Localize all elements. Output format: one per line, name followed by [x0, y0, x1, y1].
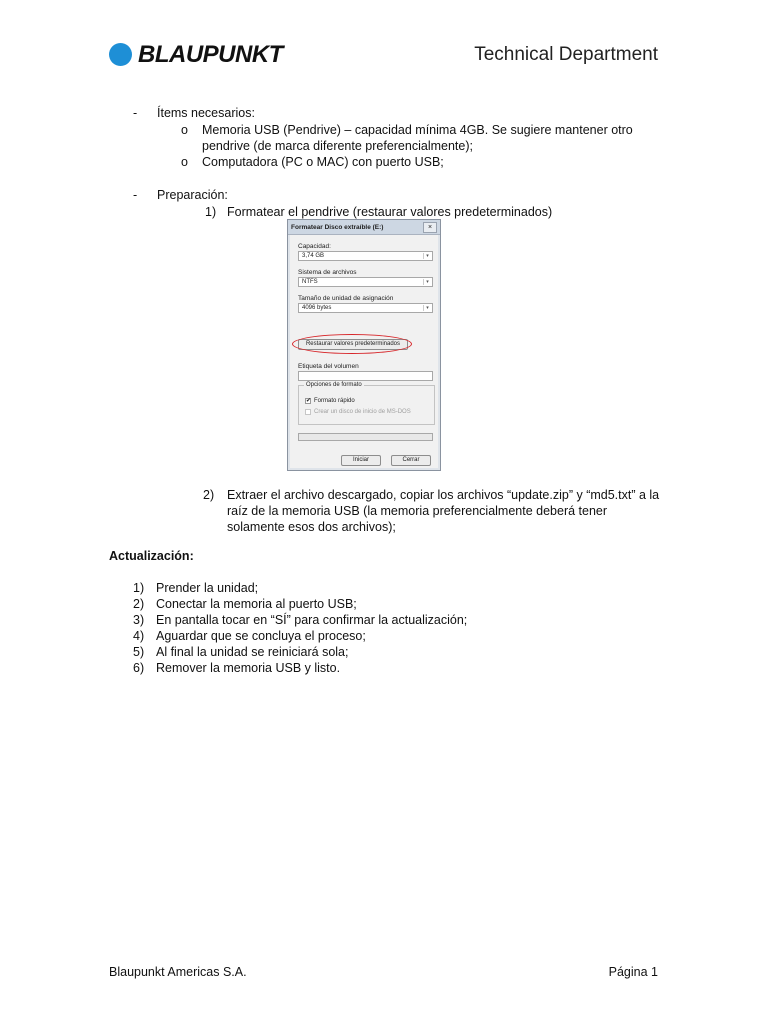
update-step: Remover la memoria USB y listo. — [156, 661, 341, 675]
chevron-down-icon: ▾ — [423, 305, 431, 311]
footer-company: Blaupunkt Americas S.A. — [109, 965, 247, 979]
update-step-number: 6) — [133, 661, 145, 675]
update-step-number: 3) — [133, 613, 145, 627]
capacity-label: Capacidad: — [298, 243, 331, 250]
update-heading: Actualización: — [109, 549, 194, 563]
update-step: Conectar la memoria al puerto USB; — [156, 597, 357, 611]
capacity-select — [298, 251, 433, 261]
format-progress-bar — [298, 433, 433, 441]
update-step-number: 4) — [133, 629, 145, 643]
update-step: Prender la unidad; — [156, 581, 259, 595]
msdos-checkbox — [305, 409, 311, 415]
list-bullet: - — [133, 188, 138, 202]
format-options-label: Opciones de formato — [306, 382, 362, 388]
chevron-down-icon: ▾ — [423, 253, 431, 259]
dialog-title-bar — [288, 220, 440, 235]
sub-bullet: o — [181, 155, 188, 169]
prep-step-number: 2) — [203, 488, 215, 502]
prep-step-number: 1) — [205, 205, 217, 219]
item-computer: Computadora (PC o MAC) con puerto USB; — [202, 155, 444, 169]
filesystem-value: NTFS — [302, 279, 318, 285]
restore-defaults-button: Restaurar valores predeterminados — [298, 339, 408, 350]
update-step-number: 2) — [133, 597, 145, 611]
update-step: En pantalla tocar en “SÍ” para confirmar la actualización; — [156, 613, 468, 627]
list-bullet: - — [133, 106, 138, 120]
allocation-unit-label: Tamaño de unidad de asignación — [298, 295, 394, 302]
highlight-ellipse — [292, 334, 412, 354]
department-title: Technical Department — [474, 44, 658, 65]
filesystem-select — [298, 277, 433, 287]
start-button: Iniciar — [341, 455, 381, 466]
update-step-number: 1) — [133, 581, 145, 595]
quick-format-label: Formato rápido — [314, 398, 355, 404]
close-icon: × — [423, 222, 437, 233]
prep-step-extract-line2: raíz de la memoria USB (la memoria preferencialmente deberá tener — [227, 504, 608, 518]
update-step: Al final la unidad se reiniciará sola; — [156, 645, 349, 659]
volume-label-input — [298, 371, 433, 381]
format-dialog-image — [287, 219, 441, 471]
volume-label-label: Etiqueta del volumen — [298, 363, 359, 370]
update-step-number: 5) — [133, 645, 145, 659]
close-button: Cerrar — [391, 455, 431, 466]
prep-step-extract-line3: solamente esos dos archivos); — [227, 520, 396, 534]
dialog-body — [290, 235, 438, 468]
prep-step-extract-line1: Extraer el archivo descargado, copiar los archivos “update.zip” y “md5.txt” a la — [227, 488, 660, 502]
brand-logo-text: BLAUPUNKT — [138, 41, 283, 68]
capacity-value: 3,74 GB — [302, 253, 325, 259]
prep-step-format: Formatear el pendrive (restaurar valores predeterminados) — [227, 205, 553, 219]
quick-format-checkbox: ✔ — [306, 398, 312, 404]
chevron-down-icon: ▾ — [423, 279, 431, 285]
sub-bullet: o — [181, 123, 188, 137]
footer-page-number: Página 1 — [608, 965, 658, 979]
blaupunkt-logo-dot — [109, 43, 132, 66]
allocation-unit-select — [298, 303, 433, 313]
format-options-group — [298, 382, 435, 425]
dialog-title: Formatear Disco extraíble (E:) — [291, 224, 384, 231]
item-usb-line1: Memoria USB (Pendrive) – capacidad mínima 4GB. Se sugiere mantener otro — [202, 123, 633, 137]
update-step: Aguardar que se concluya el proceso; — [156, 629, 366, 643]
items-heading: Ítems necesarios: — [157, 106, 255, 120]
prep-heading: Preparación: — [157, 188, 228, 202]
item-usb-line2: pendrive (de marca diferente preferencialmente); — [202, 139, 473, 153]
allocation-unit-value: 4096 bytes — [302, 305, 332, 311]
filesystem-label: Sistema de archivos — [298, 269, 357, 276]
msdos-label: Crear un disco de inicio de MS-DOS — [314, 409, 411, 415]
